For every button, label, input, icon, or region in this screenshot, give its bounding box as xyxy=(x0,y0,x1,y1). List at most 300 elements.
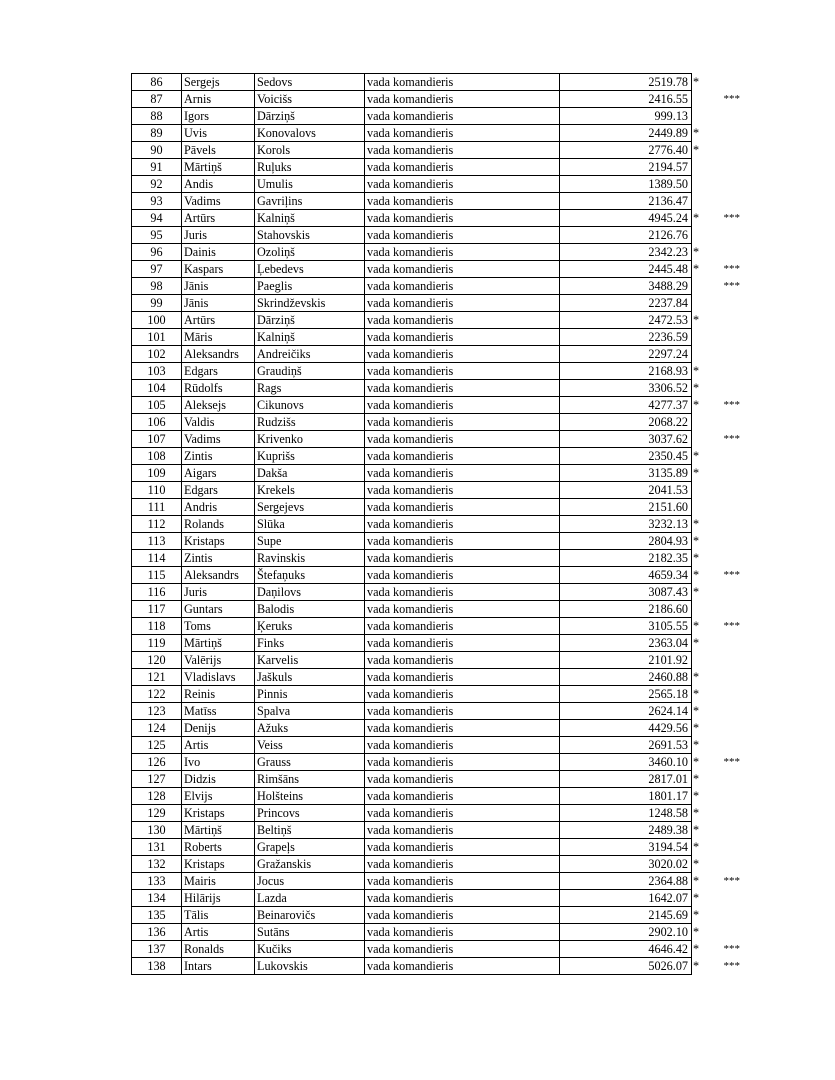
first-name: Dainis xyxy=(182,244,255,261)
position: vada komandieris xyxy=(365,125,560,142)
first-name: Jānis xyxy=(182,295,255,312)
first-name: Edgars xyxy=(182,363,255,380)
amount: 3306.52 xyxy=(560,380,692,397)
table-row xyxy=(132,142,766,159)
last-name: Paeglis xyxy=(255,278,365,295)
single-asterisk-mark: * xyxy=(693,687,700,701)
position: vada komandieris xyxy=(365,550,560,567)
triple-asterisk-mark xyxy=(716,822,766,839)
last-name: Kučiks xyxy=(255,941,365,958)
triple-asterisk-mark: *** xyxy=(723,960,740,972)
single-asterisk-mark xyxy=(692,278,716,295)
amount: 2297.24 xyxy=(560,346,692,363)
position: vada komandieris xyxy=(365,584,560,601)
last-name: Spalva xyxy=(255,703,365,720)
table-row xyxy=(132,686,766,703)
position: vada komandieris xyxy=(365,720,560,737)
row-number: 104 xyxy=(132,380,182,397)
single-asterisk-mark: * xyxy=(693,874,700,888)
position: vada komandieris xyxy=(365,363,560,380)
triple-asterisk-mark xyxy=(716,227,766,244)
triple-asterisk-mark xyxy=(716,312,766,329)
table-row xyxy=(132,720,766,737)
amount: 2416.55 xyxy=(560,91,692,108)
triple-asterisk-mark: *** xyxy=(723,212,740,224)
table-row xyxy=(132,567,766,584)
position: vada komandieris xyxy=(365,159,560,176)
last-name: Balodis xyxy=(255,601,365,618)
amount: 2145.69 xyxy=(560,907,692,924)
row-number: 110 xyxy=(132,482,182,499)
first-name: Valērijs xyxy=(182,652,255,669)
table-row xyxy=(132,448,766,465)
single-asterisk-mark xyxy=(692,159,716,176)
position: vada komandieris xyxy=(365,244,560,261)
amount: 2624.14 xyxy=(560,703,692,720)
single-asterisk-mark xyxy=(692,652,716,669)
row-number: 118 xyxy=(132,618,182,635)
last-name: Ķeruks xyxy=(255,618,365,635)
position: vada komandieris xyxy=(365,669,560,686)
single-asterisk-mark: * xyxy=(693,704,700,718)
first-name: Juris xyxy=(182,584,255,601)
row-number: 92 xyxy=(132,176,182,193)
row-number: 106 xyxy=(132,414,182,431)
single-asterisk-mark: * xyxy=(693,398,700,412)
last-name: Slūka xyxy=(255,516,365,533)
first-name: Edgars xyxy=(182,482,255,499)
row-number: 133 xyxy=(132,873,182,890)
amount: 999.13 xyxy=(560,108,692,125)
last-name: Jocus xyxy=(255,873,365,890)
first-name: Vladislavs xyxy=(182,669,255,686)
triple-asterisk-mark: *** xyxy=(723,620,740,632)
position: vada komandieris xyxy=(365,788,560,805)
amount: 2902.10 xyxy=(560,924,692,941)
first-name: Intars xyxy=(182,958,255,975)
single-asterisk-mark: * xyxy=(693,211,700,225)
row-number: 130 xyxy=(132,822,182,839)
last-name: Kuprišs xyxy=(255,448,365,465)
first-name: Kristaps xyxy=(182,533,255,550)
last-name: Cikunovs xyxy=(255,397,365,414)
single-asterisk-mark: * xyxy=(693,823,700,837)
triple-asterisk-mark xyxy=(716,295,766,312)
row-number: 90 xyxy=(132,142,182,159)
position: vada komandieris xyxy=(365,652,560,669)
last-name: Daņilovs xyxy=(255,584,365,601)
last-name: Grapeļs xyxy=(255,839,365,856)
position: vada komandieris xyxy=(365,176,560,193)
last-name: Grauss xyxy=(255,754,365,771)
amount: 2041.53 xyxy=(560,482,692,499)
table-row xyxy=(132,465,766,482)
position: vada komandieris xyxy=(365,856,560,873)
single-asterisk-mark: * xyxy=(693,840,700,854)
row-number: 119 xyxy=(132,635,182,652)
table-row xyxy=(132,431,766,448)
first-name: Uvis xyxy=(182,125,255,142)
triple-asterisk-mark xyxy=(716,839,766,856)
triple-asterisk-mark: *** xyxy=(723,756,740,768)
table-row xyxy=(132,584,766,601)
single-asterisk-mark: * xyxy=(693,772,700,786)
table-row xyxy=(132,108,766,125)
triple-asterisk-mark xyxy=(716,193,766,210)
single-asterisk-mark: * xyxy=(693,568,700,582)
triple-asterisk-mark xyxy=(716,907,766,924)
row-number: 125 xyxy=(132,737,182,754)
table-row xyxy=(132,193,766,210)
table-row xyxy=(132,805,766,822)
single-asterisk-mark xyxy=(692,482,716,499)
row-number: 114 xyxy=(132,550,182,567)
row-number: 96 xyxy=(132,244,182,261)
first-name: Roberts xyxy=(182,839,255,856)
single-asterisk-mark xyxy=(692,176,716,193)
last-name: Sergejevs xyxy=(255,499,365,516)
triple-asterisk-mark xyxy=(716,125,766,142)
first-name: Kristaps xyxy=(182,805,255,822)
amount: 2519.78 xyxy=(560,74,692,91)
position: vada komandieris xyxy=(365,924,560,941)
last-name: Konovalovs xyxy=(255,125,365,142)
last-name: Dārziņš xyxy=(255,312,365,329)
triple-asterisk-mark xyxy=(716,414,766,431)
table-row xyxy=(132,74,766,91)
row-number: 132 xyxy=(132,856,182,873)
triple-asterisk-mark xyxy=(716,550,766,567)
amount: 2236.59 xyxy=(560,329,692,346)
row-number: 124 xyxy=(132,720,182,737)
amount: 3194.54 xyxy=(560,839,692,856)
amount: 3037.62 xyxy=(560,431,692,448)
first-name: Artis xyxy=(182,924,255,941)
position: vada komandieris xyxy=(365,567,560,584)
last-name: Umulis xyxy=(255,176,365,193)
amount: 2445.48 xyxy=(560,261,692,278)
last-name: Rimšāns xyxy=(255,771,365,788)
last-name: Beltiņš xyxy=(255,822,365,839)
triple-asterisk-mark xyxy=(716,805,766,822)
amount: 4429.56 xyxy=(560,720,692,737)
last-name: Dārziņš xyxy=(255,108,365,125)
triple-asterisk-mark: *** xyxy=(723,569,740,581)
amount: 1389.50 xyxy=(560,176,692,193)
triple-asterisk-mark xyxy=(716,652,766,669)
single-asterisk-mark: * xyxy=(693,551,700,565)
first-name: Mārtiņš xyxy=(182,635,255,652)
position: vada komandieris xyxy=(365,193,560,210)
triple-asterisk-mark xyxy=(716,346,766,363)
single-asterisk-mark: * xyxy=(693,585,700,599)
amount: 2342.23 xyxy=(560,244,692,261)
first-name: Vadims xyxy=(182,431,255,448)
single-asterisk-mark xyxy=(692,108,716,125)
table-row xyxy=(132,839,766,856)
first-name: Ivo xyxy=(182,754,255,771)
last-name: Dakša xyxy=(255,465,365,482)
row-number: 111 xyxy=(132,499,182,516)
single-asterisk-mark: * xyxy=(693,670,700,684)
table-row xyxy=(132,771,766,788)
first-name: Aleksandrs xyxy=(182,346,255,363)
triple-asterisk-mark xyxy=(716,890,766,907)
single-asterisk-mark: * xyxy=(693,891,700,905)
single-asterisk-mark: * xyxy=(693,126,700,140)
position: vada komandieris xyxy=(365,771,560,788)
first-name: Mairis xyxy=(182,873,255,890)
single-asterisk-mark xyxy=(692,414,716,431)
amount: 2460.88 xyxy=(560,669,692,686)
first-name: Denijs xyxy=(182,720,255,737)
single-asterisk-mark: * xyxy=(693,245,700,259)
last-name: Beinarovičs xyxy=(255,907,365,924)
last-name: Sutāns xyxy=(255,924,365,941)
triple-asterisk-mark xyxy=(716,244,766,261)
row-number: 127 xyxy=(132,771,182,788)
single-asterisk-mark: * xyxy=(693,908,700,922)
amount: 2472.53 xyxy=(560,312,692,329)
triple-asterisk-mark xyxy=(716,380,766,397)
last-name: Rudzišs xyxy=(255,414,365,431)
first-name: Aigars xyxy=(182,465,255,482)
amount: 2350.45 xyxy=(560,448,692,465)
amount: 2364.88 xyxy=(560,873,692,890)
table-row xyxy=(132,295,766,312)
single-asterisk-mark: * xyxy=(693,262,700,276)
amount: 1801.17 xyxy=(560,788,692,805)
last-name: Holšteins xyxy=(255,788,365,805)
last-name: Ruļuks xyxy=(255,159,365,176)
table-row xyxy=(132,91,766,108)
row-number: 105 xyxy=(132,397,182,414)
amount: 1248.58 xyxy=(560,805,692,822)
position: vada komandieris xyxy=(365,805,560,822)
table-row xyxy=(132,601,766,618)
single-asterisk-mark: * xyxy=(693,925,700,939)
first-name: Aleksandrs xyxy=(182,567,255,584)
triple-asterisk-mark: *** xyxy=(723,263,740,275)
row-number: 101 xyxy=(132,329,182,346)
row-number: 99 xyxy=(132,295,182,312)
amount: 5026.07 xyxy=(560,958,692,975)
last-name: Voicišs xyxy=(255,91,365,108)
triple-asterisk-mark xyxy=(716,108,766,125)
position: vada komandieris xyxy=(365,533,560,550)
single-asterisk-mark xyxy=(692,601,716,618)
row-number: 115 xyxy=(132,567,182,584)
amount: 3105.55 xyxy=(560,618,692,635)
row-number: 134 xyxy=(132,890,182,907)
last-name: Graudiņš xyxy=(255,363,365,380)
single-asterisk-mark xyxy=(692,431,716,448)
amount: 3087.43 xyxy=(560,584,692,601)
position: vada komandieris xyxy=(365,142,560,159)
row-number: 97 xyxy=(132,261,182,278)
amount: 2182.35 xyxy=(560,550,692,567)
row-number: 95 xyxy=(132,227,182,244)
table-row xyxy=(132,397,766,414)
amount: 2168.93 xyxy=(560,363,692,380)
position: vada komandieris xyxy=(365,227,560,244)
first-name: Juris xyxy=(182,227,255,244)
position: vada komandieris xyxy=(365,686,560,703)
triple-asterisk-mark xyxy=(716,465,766,482)
last-name: Ozoliņš xyxy=(255,244,365,261)
position: vada komandieris xyxy=(365,516,560,533)
table-row xyxy=(132,737,766,754)
row-number: 103 xyxy=(132,363,182,380)
last-name: Gražanskis xyxy=(255,856,365,873)
row-number: 136 xyxy=(132,924,182,941)
position: vada komandieris xyxy=(365,74,560,91)
last-name: Princovs xyxy=(255,805,365,822)
table-row xyxy=(132,380,766,397)
amount: 2194.57 xyxy=(560,159,692,176)
last-name: Skrindževskis xyxy=(255,295,365,312)
last-name: Lazda xyxy=(255,890,365,907)
position: vada komandieris xyxy=(365,890,560,907)
first-name: Jānis xyxy=(182,278,255,295)
first-name: Didzis xyxy=(182,771,255,788)
single-asterisk-mark: * xyxy=(693,534,700,548)
amount: 2126.76 xyxy=(560,227,692,244)
first-name: Igors xyxy=(182,108,255,125)
amount: 3232.13 xyxy=(560,516,692,533)
position: vada komandieris xyxy=(365,958,560,975)
single-asterisk-mark: * xyxy=(693,755,700,769)
triple-asterisk-mark xyxy=(716,686,766,703)
table-row xyxy=(132,516,766,533)
row-number: 93 xyxy=(132,193,182,210)
last-name: Krivenko xyxy=(255,431,365,448)
position: vada komandieris xyxy=(365,210,560,227)
position: vada komandieris xyxy=(365,295,560,312)
position: vada komandieris xyxy=(365,822,560,839)
single-asterisk-mark: * xyxy=(693,619,700,633)
last-name: Stahovskis xyxy=(255,227,365,244)
position: vada komandieris xyxy=(365,278,560,295)
table-row xyxy=(132,278,766,295)
row-number: 129 xyxy=(132,805,182,822)
last-name: Karvelis xyxy=(255,652,365,669)
row-number: 109 xyxy=(132,465,182,482)
single-asterisk-mark: * xyxy=(693,381,700,395)
row-number: 102 xyxy=(132,346,182,363)
position: vada komandieris xyxy=(365,907,560,924)
row-number: 91 xyxy=(132,159,182,176)
position: vada komandieris xyxy=(365,873,560,890)
single-asterisk-mark xyxy=(692,227,716,244)
table-row xyxy=(132,346,766,363)
row-number: 126 xyxy=(132,754,182,771)
table-row xyxy=(132,125,766,142)
single-asterisk-mark: * xyxy=(693,857,700,871)
position: vada komandieris xyxy=(365,91,560,108)
position: vada komandieris xyxy=(365,397,560,414)
last-name: Lukovskis xyxy=(255,958,365,975)
first-name: Rolands xyxy=(182,516,255,533)
position: vada komandieris xyxy=(365,448,560,465)
table-row xyxy=(132,958,766,975)
position: vada komandieris xyxy=(365,601,560,618)
position: vada komandieris xyxy=(365,635,560,652)
single-asterisk-mark xyxy=(692,295,716,312)
last-name: Jaškuls xyxy=(255,669,365,686)
triple-asterisk-mark xyxy=(716,703,766,720)
position: vada komandieris xyxy=(365,329,560,346)
position: vada komandieris xyxy=(365,414,560,431)
triple-asterisk-mark xyxy=(716,74,766,91)
last-name: Gavriļins xyxy=(255,193,365,210)
single-asterisk-mark: * xyxy=(693,636,700,650)
last-name: Ažuks xyxy=(255,720,365,737)
first-name: Zintis xyxy=(182,448,255,465)
position: vada komandieris xyxy=(365,839,560,856)
amount: 2776.40 xyxy=(560,142,692,159)
amount: 3460.10 xyxy=(560,754,692,771)
table-row xyxy=(132,856,766,873)
single-asterisk-mark: * xyxy=(693,738,700,752)
table-row xyxy=(132,329,766,346)
triple-asterisk-mark xyxy=(716,329,766,346)
amount: 3135.89 xyxy=(560,465,692,482)
first-name: Ronalds xyxy=(182,941,255,958)
table-row xyxy=(132,941,766,958)
single-asterisk-mark: * xyxy=(693,517,700,531)
row-number: 87 xyxy=(132,91,182,108)
triple-asterisk-mark xyxy=(716,669,766,686)
single-asterisk-mark: * xyxy=(693,143,700,157)
row-number: 122 xyxy=(132,686,182,703)
position: vada komandieris xyxy=(365,312,560,329)
amount: 2151.60 xyxy=(560,499,692,516)
single-asterisk-mark: * xyxy=(693,721,700,735)
table-row xyxy=(132,822,766,839)
position: vada komandieris xyxy=(365,754,560,771)
single-asterisk-mark: * xyxy=(693,75,700,89)
single-asterisk-mark xyxy=(692,91,716,108)
table-row xyxy=(132,788,766,805)
table-row xyxy=(132,890,766,907)
last-name: Supe xyxy=(255,533,365,550)
last-name: Krekels xyxy=(255,482,365,499)
first-name: Valdis xyxy=(182,414,255,431)
amount: 2565.18 xyxy=(560,686,692,703)
position: vada komandieris xyxy=(365,261,560,278)
first-name: Pāvels xyxy=(182,142,255,159)
single-asterisk-mark: * xyxy=(693,466,700,480)
first-name: Vadims xyxy=(182,193,255,210)
single-asterisk-mark: * xyxy=(693,364,700,378)
single-asterisk-mark: * xyxy=(693,959,700,973)
table-row xyxy=(132,873,766,890)
triple-asterisk-mark: *** xyxy=(723,875,740,887)
triple-asterisk-mark xyxy=(716,737,766,754)
first-name: Sergejs xyxy=(182,74,255,91)
amount: 2489.38 xyxy=(560,822,692,839)
last-name: Kalniņš xyxy=(255,329,365,346)
table-row xyxy=(132,924,766,941)
first-name: Arnis xyxy=(182,91,255,108)
triple-asterisk-mark xyxy=(716,499,766,516)
last-name: Kalniņš xyxy=(255,210,365,227)
first-name: Andis xyxy=(182,176,255,193)
table-row xyxy=(132,414,766,431)
first-name: Zintis xyxy=(182,550,255,567)
table-row xyxy=(132,261,766,278)
